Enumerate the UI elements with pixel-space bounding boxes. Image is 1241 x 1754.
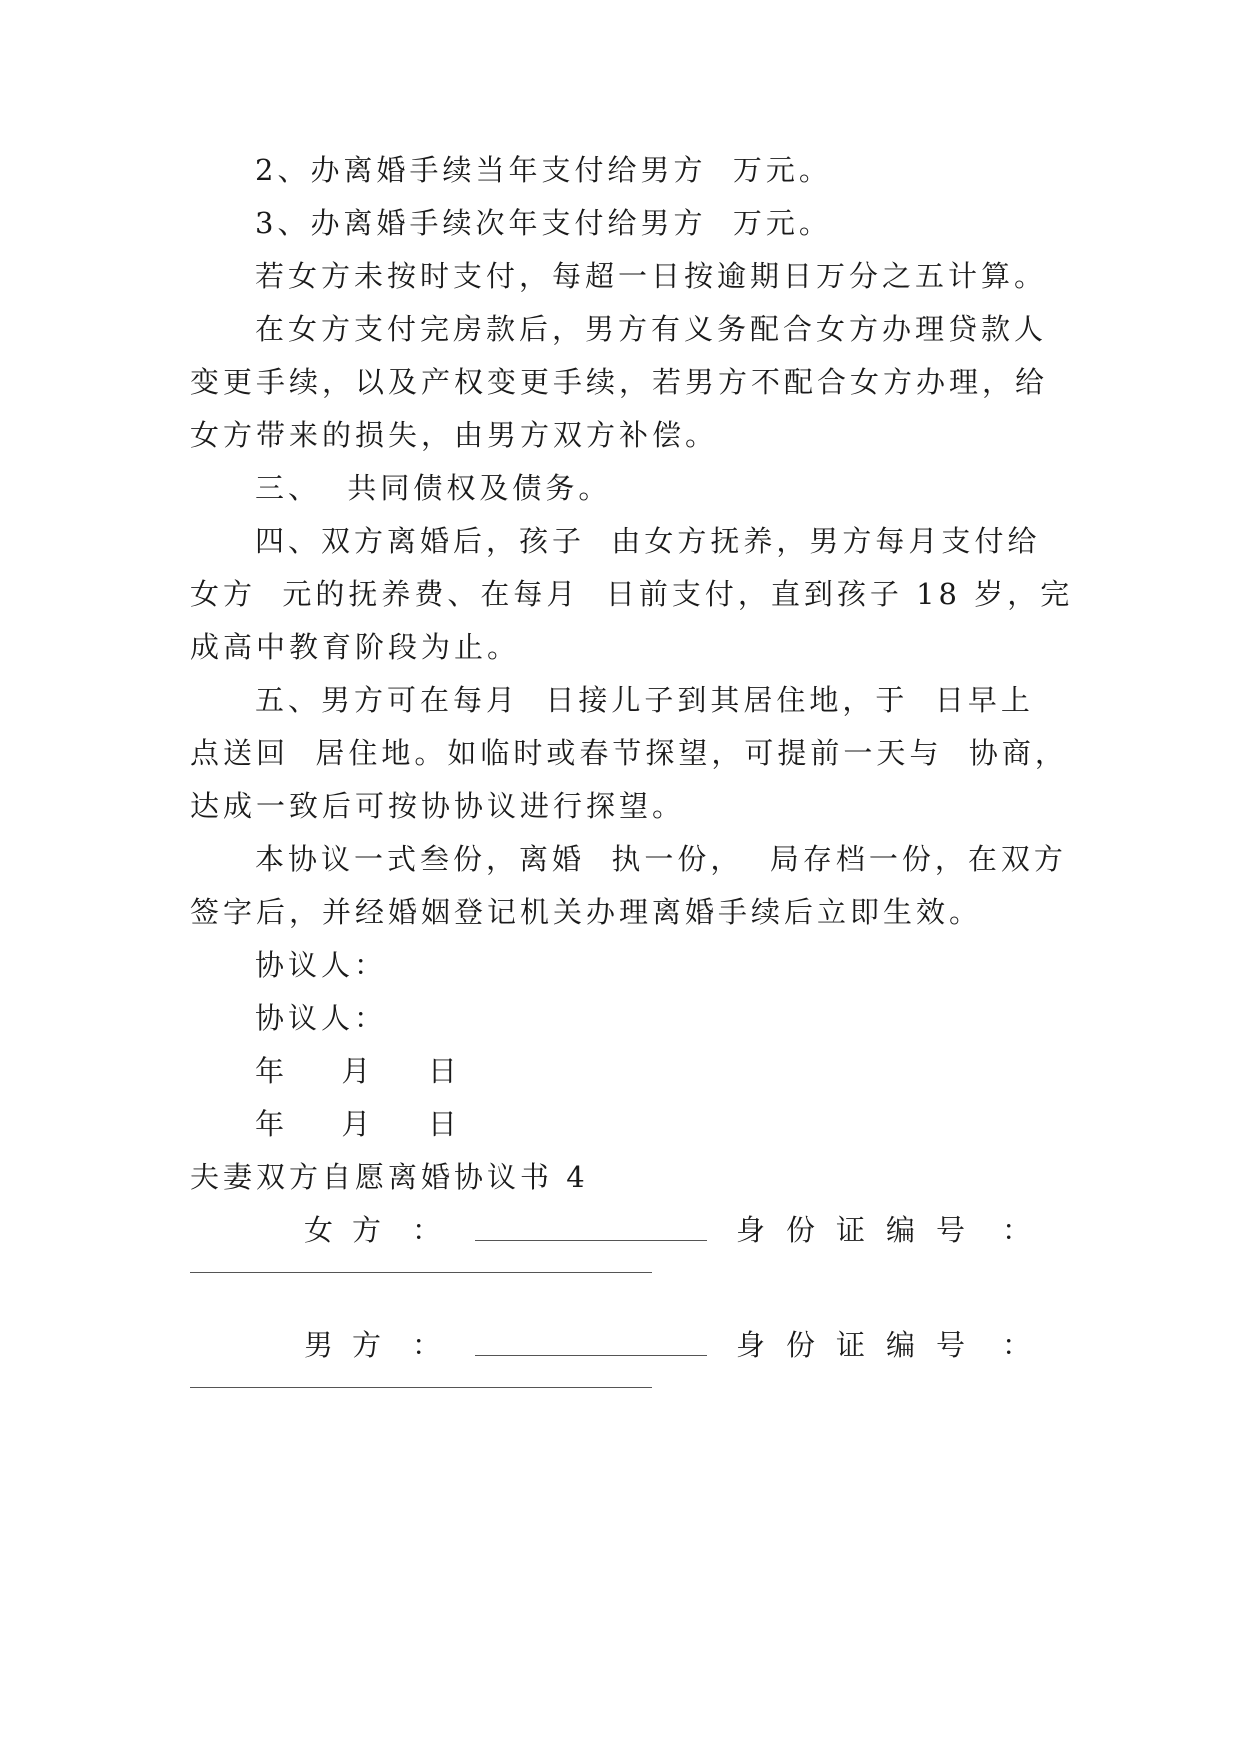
female-info-row xyxy=(190,1210,1040,1250)
id-label-char: 编 xyxy=(886,1213,916,1247)
paragraph-line: 女方 元的抚养费、在每月 日前支付，直到孩子 18 岁，完 xyxy=(190,577,1074,611)
paragraph-line: 达成一致后可按协协议进行探望。 xyxy=(190,789,686,823)
id-label-char: 证 xyxy=(836,1213,866,1247)
male-label-char: 男 xyxy=(304,1328,334,1362)
paragraph-line: 3、办离婚手续次年支付给男方 万元。 xyxy=(255,206,832,240)
paragraph-line: 本协议一式叁份，离婚 执一份， 局存档一份，在双方 xyxy=(255,842,1067,876)
document-title: 夫妻双方自愿离婚协议书 4 xyxy=(190,1160,589,1194)
paragraph-line: 成高中教育阶段为止。 xyxy=(190,630,521,664)
id-label-char: 份 xyxy=(786,1213,816,1247)
paragraph-line: 四、双方离婚后，孩子 由女方抚养，男方每月支付给 xyxy=(255,524,1041,558)
date-line: 年 月 日 xyxy=(255,1054,470,1088)
paragraph-line: 变更手续，以及产权变更手续，若男方不配合女方办理，给 xyxy=(190,365,1049,399)
male-info-row xyxy=(190,1325,1040,1365)
id-label-char: 号 xyxy=(936,1213,966,1247)
female-name-blank xyxy=(475,1240,707,1241)
female-label-char: 方 xyxy=(352,1213,382,1247)
female-id-blank xyxy=(190,1272,652,1273)
male-label-char: 方 xyxy=(352,1328,382,1362)
id-label-char: 编 xyxy=(886,1328,916,1362)
paragraph-line: 签字后，并经婚姻登记机关办理离婚手续后立即生效。 xyxy=(190,895,983,929)
id-label-char: 证 xyxy=(836,1328,866,1362)
paragraph-line: 若女方未按时支付，每超一日按逾期日万分之五计算。 xyxy=(255,259,1048,293)
paragraph-line: 在女方支付完房款后，男方有义务配合女方办理贷款人 xyxy=(255,312,1048,346)
paragraph-line: 女方带来的损失，由男方双方补偿。 xyxy=(190,418,719,452)
male-name-blank xyxy=(475,1355,707,1356)
female-label-char: 女 xyxy=(304,1213,334,1247)
id-colon: ： xyxy=(1002,1328,1032,1362)
signatory-label: 协议人： xyxy=(255,948,388,982)
id-label-char: 身 xyxy=(736,1213,766,1247)
id-colon: ： xyxy=(1002,1213,1032,1247)
date-line: 年 月 日 xyxy=(255,1107,470,1141)
male-colon: ： xyxy=(412,1328,442,1362)
signatory-label: 协议人： xyxy=(255,1001,388,1035)
male-id-blank xyxy=(190,1387,652,1388)
id-label-char: 份 xyxy=(786,1328,816,1362)
female-colon: ： xyxy=(412,1213,442,1247)
id-label-char: 身 xyxy=(736,1328,766,1362)
id-label-char: 号 xyxy=(936,1328,966,1362)
paragraph-line: 五、男方可在每月 日接儿子到其居住地，于 日早上 xyxy=(255,683,1034,717)
paragraph-line: 2、办离婚手续当年支付给男方 万元。 xyxy=(255,153,832,187)
paragraph-line: 点送回 居住地。如临时或春节探望，可提前一天与 协商， xyxy=(190,736,1068,770)
section-heading: 三、 共同债权及债务。 xyxy=(255,471,612,505)
